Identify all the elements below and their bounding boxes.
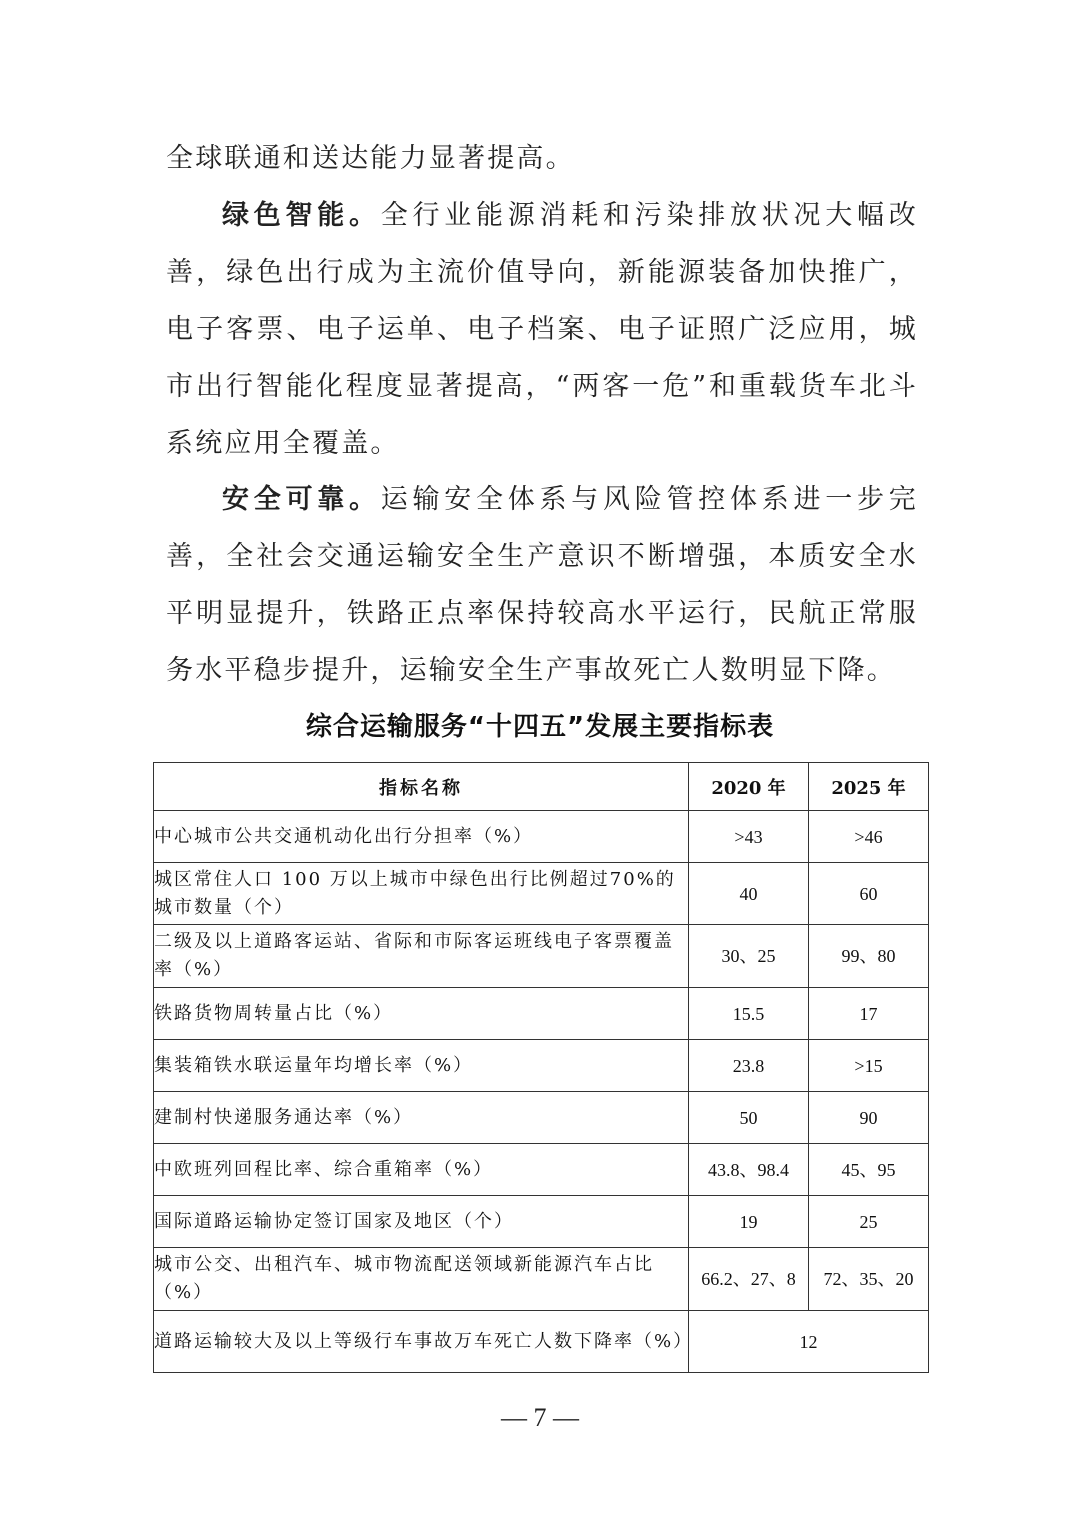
- table-row: [154, 1144, 929, 1196]
- indicator-name: 国际道路运输协定签订国家及地区（个）: [154, 1196, 689, 1248]
- table-title: 综合运输服务“十四五”发展主要指标表: [305, 712, 775, 742]
- table-row: [154, 863, 929, 925]
- table-row: [154, 988, 929, 1040]
- table-row: [154, 1040, 929, 1092]
- value-2020: 66.2、27、8: [689, 1248, 809, 1311]
- table-header-row: [154, 763, 929, 811]
- value-2025: 25: [809, 1196, 929, 1248]
- value-2025: 17: [809, 988, 929, 1040]
- indicator-name: 建制村快递服务通达率（%）: [154, 1092, 689, 1144]
- value-2020: 43.8、98.4: [689, 1144, 809, 1196]
- table-row: [154, 1196, 929, 1248]
- header-indicator-name: 指标名称: [154, 763, 689, 811]
- value-2020: 23.8: [689, 1040, 809, 1092]
- value-2025: 99、80: [809, 925, 929, 988]
- indicator-name: 道路运输较大及以上等级行车事故万车死亡人数下降率（%）: [154, 1311, 689, 1373]
- paragraph-safe-reliable: [166, 471, 918, 699]
- indicator-table: [153, 762, 929, 1373]
- value-2025: 60: [809, 863, 929, 925]
- page-number: — 7 —: [501, 1403, 579, 1432]
- table-row: [154, 1311, 929, 1373]
- value-2020: 19: [689, 1196, 809, 1248]
- indicator-name: 城市公交、出租汽车、城市物流配送领域新能源汽车占比（%）: [154, 1248, 689, 1311]
- paragraph-continuation: [166, 130, 918, 187]
- header-2025: 2025 年: [809, 763, 929, 811]
- value-2025: 45、95: [809, 1144, 929, 1196]
- paragraph-heading: 安全可靠。: [222, 484, 381, 515]
- value-2025: 90: [809, 1092, 929, 1144]
- value-2025: 72、35、20: [809, 1248, 929, 1311]
- indicator-name: 中欧班列回程比率、综合重箱率（%）: [154, 1144, 689, 1196]
- paragraph-text: 全行业能源消耗和污染排放状况大幅改善，绿色出行成为主流价值导向，新能源装备加快推广，电子客票、电子运单、电子档案、电子证照广泛应用，城市出行智能化程度显著提高，“两客一危”和重载货车北斗系统应用全覆盖。: [166, 200, 918, 459]
- indicator-name: 城区常住人口 100 万以上城市中绿色出行比例超过70%的城市数量（个）: [154, 863, 689, 925]
- table-row: [154, 811, 929, 863]
- paragraph-heading: 绿色智能。: [222, 200, 381, 231]
- value-2020: 50: [689, 1092, 809, 1144]
- table-row: [154, 1248, 929, 1311]
- paragraph-green-smart: [166, 187, 918, 472]
- indicator-name: 二级及以上道路客运站、省际和市际客运班线电子客票覆盖率（%）: [154, 925, 689, 988]
- indicator-name: 中心城市公共交通机动化出行分担率（%）: [154, 811, 689, 863]
- header-2020: 2020 年: [689, 763, 809, 811]
- value-2020: 30、25: [689, 925, 809, 988]
- indicator-name: 集装箱铁水联运量年均增长率（%）: [154, 1040, 689, 1092]
- table-row: [154, 925, 929, 988]
- table-row: [154, 1092, 929, 1144]
- value-2020: 15.5: [689, 988, 809, 1040]
- paragraph-text: 全球联通和送达能力显著提高。: [166, 143, 575, 174]
- value-2025: >46: [809, 811, 929, 863]
- paragraph-text: 运输安全体系与风险管控体系进一步完善，全社会交通运输安全生产意识不断增强，本质安全水平明显提升，铁路正点率保持较高水平运行，民航正常服务水平稳步提升，运输安全生产事故死亡人数明显下降。: [166, 484, 918, 686]
- value-2020: 40: [689, 863, 809, 925]
- value-2020: >43: [689, 811, 809, 863]
- indicator-name: 铁路货物周转量占比（%）: [154, 988, 689, 1040]
- value-merged: 12: [689, 1311, 929, 1373]
- value-2025: >15: [809, 1040, 929, 1092]
